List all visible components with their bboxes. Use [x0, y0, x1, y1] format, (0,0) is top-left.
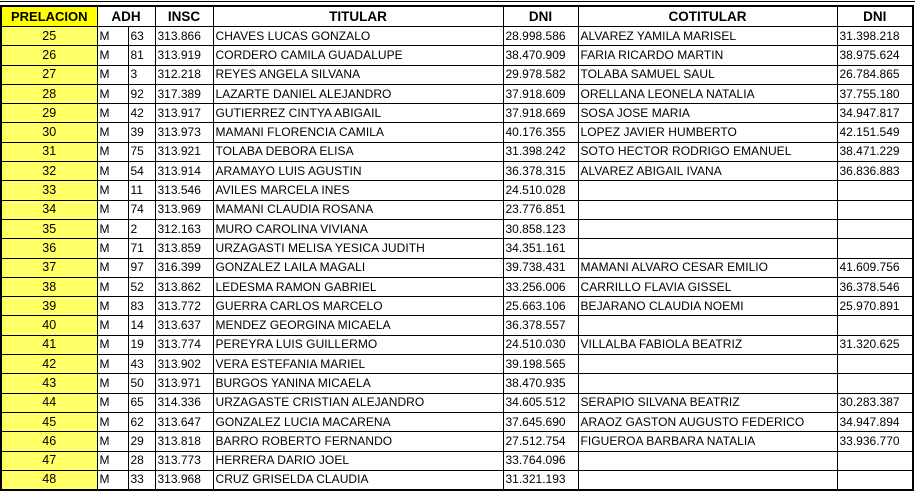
cell-titular: URZAGASTE CRISTIAN ALEJANDRO	[213, 393, 503, 412]
cell-insc: 313.818	[155, 432, 213, 451]
cell-dni: 28.998.586	[503, 27, 578, 46]
table-row	[1, 181, 913, 200]
cell-insc: 313.774	[155, 335, 213, 354]
cell-titular: MAMANI FLORENCIA CAMILA	[213, 123, 503, 142]
cell-adh-number: 28	[128, 451, 155, 470]
cell-adh-number: 62	[128, 412, 155, 431]
header-row	[1, 6, 913, 27]
cell-adh: M	[97, 162, 128, 181]
cropped-header-line	[0, 0, 915, 4]
cell-titular: MURO CAROLINA VIVIANA	[213, 219, 503, 238]
cell-cotitular	[578, 355, 837, 374]
cell-adh: M	[97, 181, 128, 200]
cell-insc: 313.921	[155, 142, 213, 161]
table-row	[1, 123, 913, 142]
cell-dni: 25.663.106	[503, 297, 578, 316]
cell-titular: CORDERO CAMILA GUADALUPE	[213, 46, 503, 65]
cell-dni: 36.378.315	[503, 162, 578, 181]
table-row	[1, 355, 913, 374]
cell-prelacion: 46	[1, 432, 97, 451]
cell-adh: M	[97, 27, 128, 46]
cell-dni-cotitular: 34.947.894	[837, 412, 913, 431]
cell-prelacion: 34	[1, 200, 97, 219]
cell-dni: 34.605.512	[503, 393, 578, 412]
cell-cotitular: LOPEZ JAVIER HUMBERTO	[578, 123, 837, 142]
cell-prelacion: 27	[1, 65, 97, 84]
cell-dni: 37.918.669	[503, 104, 578, 123]
cell-cotitular: ALVAREZ YAMILA MARISEL	[578, 27, 837, 46]
cell-adh: M	[97, 470, 128, 490]
cell-adh: M	[97, 335, 128, 354]
table-row	[1, 142, 913, 161]
cell-cotitular: FIGUEROA BARBARA NATALIA	[578, 432, 837, 451]
cell-prelacion: 33	[1, 181, 97, 200]
table-row	[1, 104, 913, 123]
cell-titular: ARAMAYO LUIS AGUSTIN	[213, 162, 503, 181]
cell-adh-number: 54	[128, 162, 155, 181]
cell-adh-number: 11	[128, 181, 155, 200]
cell-insc: 314.336	[155, 393, 213, 412]
cell-dni-cotitular: 42.151.549	[837, 123, 913, 142]
cell-titular: PEREYRA LUIS GUILLERMO	[213, 335, 503, 354]
cell-insc: 313.647	[155, 412, 213, 431]
cell-dni-cotitular	[837, 200, 913, 219]
cell-prelacion: 48	[1, 470, 97, 490]
cell-dni-cotitular	[837, 470, 913, 490]
cell-cotitular	[578, 374, 837, 393]
cell-prelacion: 43	[1, 374, 97, 393]
cell-dni: 34.351.161	[503, 239, 578, 258]
cell-insc: 313.973	[155, 123, 213, 142]
cell-titular: HERRERA DARIO JOEL	[213, 451, 503, 470]
table-row	[1, 297, 913, 316]
cell-adh: M	[97, 200, 128, 219]
cell-titular: TOLABA DEBORA ELISA	[213, 142, 503, 161]
header-adh: ADH	[97, 6, 155, 27]
cell-adh-number: 29	[128, 432, 155, 451]
table-row	[1, 451, 913, 470]
cell-dni: 38.470.909	[503, 46, 578, 65]
cell-cotitular: SOTO HECTOR RODRIGO EMANUEL	[578, 142, 837, 161]
cell-titular: CHAVES LUCAS GONZALO	[213, 27, 503, 46]
cell-adh: M	[97, 104, 128, 123]
cell-adh-number: 42	[128, 104, 155, 123]
cell-adh: M	[97, 277, 128, 296]
cell-adh: M	[97, 393, 128, 412]
cell-adh-number: 65	[128, 393, 155, 412]
cell-adh-number: 50	[128, 374, 155, 393]
cell-adh-number: 83	[128, 297, 155, 316]
cell-insc: 313.862	[155, 277, 213, 296]
cell-insc: 313.859	[155, 239, 213, 258]
cell-adh-number: 71	[128, 239, 155, 258]
cell-adh: M	[97, 142, 128, 161]
table-row	[1, 200, 913, 219]
cell-cotitular: FARIA RICARDO MARTIN	[578, 46, 837, 65]
header-insc: INSC	[155, 6, 213, 27]
cell-cotitular: ALVAREZ ABIGAIL IVANA	[578, 162, 837, 181]
table-row	[1, 27, 913, 46]
cell-dni: 40.176.355	[503, 123, 578, 142]
cell-insc: 313.914	[155, 162, 213, 181]
cell-insc: 313.773	[155, 451, 213, 470]
cell-adh-number: 81	[128, 46, 155, 65]
cell-dni: 24.510.030	[503, 335, 578, 354]
cell-adh: M	[97, 451, 128, 470]
table-row	[1, 432, 913, 451]
cell-insc: 313.772	[155, 297, 213, 316]
cell-dni: 31.398.242	[503, 142, 578, 161]
table-row	[1, 316, 913, 335]
table-row	[1, 374, 913, 393]
cell-cotitular: VILLALBA FABIOLA BEATRIZ	[578, 335, 837, 354]
cell-adh-number: 43	[128, 355, 155, 374]
cell-adh-number: 14	[128, 316, 155, 335]
cell-prelacion: 47	[1, 451, 97, 470]
cell-adh-number: 74	[128, 200, 155, 219]
cell-adh: M	[97, 123, 128, 142]
cell-titular: GONZALEZ LUCIA MACARENA	[213, 412, 503, 431]
cell-cotitular: CARRILLO FLAVIA GISSEL	[578, 277, 837, 296]
table-row	[1, 335, 913, 354]
cell-dni-cotitular: 33.936.770	[837, 432, 913, 451]
cell-cotitular: MAMANI ALVARO CESAR EMILIO	[578, 258, 837, 277]
header-dni: DNI	[503, 6, 578, 27]
cell-dni-cotitular: 38.471.229	[837, 142, 913, 161]
cell-adh: M	[97, 46, 128, 65]
cell-titular: URZAGASTI MELISA YESICA JUDITH	[213, 239, 503, 258]
cell-prelacion: 32	[1, 162, 97, 181]
cell-prelacion: 37	[1, 258, 97, 277]
cell-prelacion: 31	[1, 142, 97, 161]
cell-prelacion: 30	[1, 123, 97, 142]
cell-adh-number: 3	[128, 65, 155, 84]
table-row	[1, 258, 913, 277]
cell-adh-number: 2	[128, 219, 155, 238]
cell-insc: 313.902	[155, 355, 213, 374]
cell-prelacion: 44	[1, 393, 97, 412]
cell-cotitular: ARAOZ GASTON AUGUSTO FEDERICO	[578, 412, 837, 431]
cell-titular: MAMANI CLAUDIA ROSANA	[213, 200, 503, 219]
cell-titular: LAZARTE DANIEL ALEJANDRO	[213, 84, 503, 103]
cell-dni: 27.512.754	[503, 432, 578, 451]
cell-insc: 317.389	[155, 84, 213, 103]
cell-insc: 312.163	[155, 219, 213, 238]
cell-adh: M	[97, 432, 128, 451]
cell-prelacion: 38	[1, 277, 97, 296]
cell-dni: 38.470.935	[503, 374, 578, 393]
cell-prelacion: 40	[1, 316, 97, 335]
cell-adh-number: 92	[128, 84, 155, 103]
cell-dni: 39.198.565	[503, 355, 578, 374]
cell-prelacion: 35	[1, 219, 97, 238]
cell-dni-cotitular: 34.947.817	[837, 104, 913, 123]
cell-dni-cotitular	[837, 316, 913, 335]
cell-adh: M	[97, 258, 128, 277]
cell-cotitular	[578, 451, 837, 470]
cell-adh: M	[97, 412, 128, 431]
cell-titular: AVILES MARCELA INES	[213, 181, 503, 200]
cell-adh: M	[97, 355, 128, 374]
table-row	[1, 393, 913, 412]
cell-insc: 313.969	[155, 200, 213, 219]
table-row	[1, 239, 913, 258]
cell-dni: 29.978.582	[503, 65, 578, 84]
cell-titular: GUERRA CARLOS MARCELO	[213, 297, 503, 316]
cell-dni-cotitular	[837, 374, 913, 393]
cell-dni: 39.738.431	[503, 258, 578, 277]
cell-cotitular: SERAPIO SILVANA BEATRIZ	[578, 393, 837, 412]
cell-dni-cotitular	[837, 239, 913, 258]
header-titular: TITULAR	[213, 6, 503, 27]
table-row	[1, 65, 913, 84]
table-row	[1, 46, 913, 65]
cell-titular: BARRO ROBERTO FERNANDO	[213, 432, 503, 451]
cell-prelacion: 41	[1, 335, 97, 354]
cell-dni-cotitular: 36.836.883	[837, 162, 913, 181]
cell-titular: BURGOS YANINA MICAELA	[213, 374, 503, 393]
cell-dni: 37.645.690	[503, 412, 578, 431]
header-dni-cotitular: DNI	[837, 6, 913, 27]
cell-adh: M	[97, 297, 128, 316]
cell-adh-number: 19	[128, 335, 155, 354]
cell-cotitular: TOLABA SAMUEL SAUL	[578, 65, 837, 84]
cell-titular: REYES ANGELA SILVANA	[213, 65, 503, 84]
cell-prelacion: 29	[1, 104, 97, 123]
cell-dni: 23.776.851	[503, 200, 578, 219]
cell-dni-cotitular: 25.970.891	[837, 297, 913, 316]
cell-adh-number: 75	[128, 142, 155, 161]
cell-titular: LEDESMA RAMON GABRIEL	[213, 277, 503, 296]
cell-dni: 33.256.006	[503, 277, 578, 296]
cell-titular: MENDEZ GEORGINA MICAELA	[213, 316, 503, 335]
cell-adh-number: 52	[128, 277, 155, 296]
cell-adh: M	[97, 219, 128, 238]
cell-dni-cotitular: 36.378.546	[837, 277, 913, 296]
cell-insc: 313.971	[155, 374, 213, 393]
cell-cotitular: ORELLANA LEONELA NATALIA	[578, 84, 837, 103]
cell-prelacion: 45	[1, 412, 97, 431]
cell-dni-cotitular: 30.283.387	[837, 393, 913, 412]
header-prelacion: PRELACION	[1, 6, 97, 27]
cell-dni-cotitular	[837, 181, 913, 200]
table-row	[1, 162, 913, 181]
cell-adh: M	[97, 84, 128, 103]
cell-insc: 316.399	[155, 258, 213, 277]
cell-dni: 30.858.123	[503, 219, 578, 238]
table-row	[1, 84, 913, 103]
cell-insc: 313.866	[155, 27, 213, 46]
cell-dni-cotitular: 38.975.624	[837, 46, 913, 65]
cell-dni: 24.510.028	[503, 181, 578, 200]
cell-cotitular	[578, 200, 837, 219]
table-row	[1, 470, 913, 490]
cell-cotitular	[578, 316, 837, 335]
cell-adh-number: 33	[128, 470, 155, 490]
cell-dni-cotitular	[837, 451, 913, 470]
cell-dni-cotitular	[837, 219, 913, 238]
cell-titular: GUTIERREZ CINTYA ABIGAIL	[213, 104, 503, 123]
cell-dni: 37.918.609	[503, 84, 578, 103]
cell-cotitular	[578, 470, 837, 490]
cell-prelacion: 39	[1, 297, 97, 316]
header-cotitular: COTITULAR	[578, 6, 837, 27]
table-row	[1, 277, 913, 296]
cell-titular: GONZALEZ LAILA MAGALI	[213, 258, 503, 277]
cell-dni-cotitular: 26.784.865	[837, 65, 913, 84]
table-row	[1, 412, 913, 431]
cell-prelacion: 36	[1, 239, 97, 258]
cell-adh: M	[97, 239, 128, 258]
cell-cotitular	[578, 239, 837, 258]
cell-cotitular: SOSA JOSE MARIA	[578, 104, 837, 123]
cell-titular: VERA ESTEFANIA MARIEL	[213, 355, 503, 374]
cell-dni-cotitular	[837, 355, 913, 374]
cell-dni-cotitular: 31.320.625	[837, 335, 913, 354]
cell-dni-cotitular: 37.755.180	[837, 84, 913, 103]
cell-cotitular	[578, 181, 837, 200]
cell-adh-number: 39	[128, 123, 155, 142]
cell-insc: 313.919	[155, 46, 213, 65]
prelacion-table	[0, 5, 914, 491]
cell-prelacion: 28	[1, 84, 97, 103]
cell-adh-number: 97	[128, 258, 155, 277]
cell-dni: 36.378.557	[503, 316, 578, 335]
cell-adh: M	[97, 374, 128, 393]
cell-cotitular	[578, 219, 837, 238]
cell-insc: 313.637	[155, 316, 213, 335]
cell-prelacion: 25	[1, 27, 97, 46]
cell-insc: 312.218	[155, 65, 213, 84]
cell-dni-cotitular: 31.398.218	[837, 27, 913, 46]
cell-cotitular: BEJARANO CLAUDIA NOEMI	[578, 297, 837, 316]
cell-prelacion: 26	[1, 46, 97, 65]
cell-dni: 31.321.193	[503, 470, 578, 490]
cell-insc: 313.968	[155, 470, 213, 490]
table-row	[1, 219, 913, 238]
cell-dni: 33.764.096	[503, 451, 578, 470]
cell-adh: M	[97, 65, 128, 84]
cell-insc: 313.546	[155, 181, 213, 200]
cell-titular: CRUZ GRISELDA CLAUDIA	[213, 470, 503, 490]
cell-adh-number: 63	[128, 27, 155, 46]
cell-adh: M	[97, 316, 128, 335]
cell-dni-cotitular: 41.609.756	[837, 258, 913, 277]
cell-prelacion: 42	[1, 355, 97, 374]
cell-insc: 313.917	[155, 104, 213, 123]
